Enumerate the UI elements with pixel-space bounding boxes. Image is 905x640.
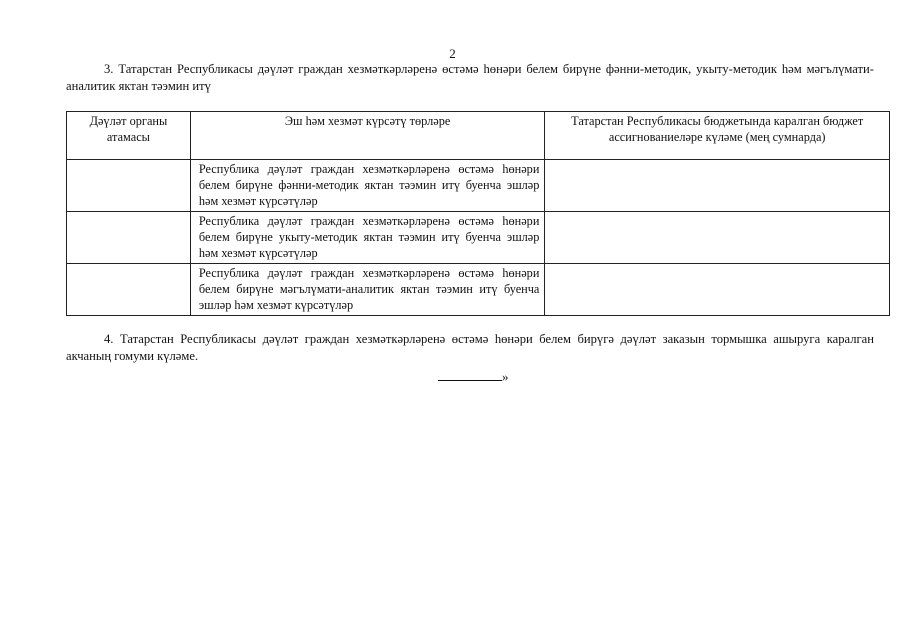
service-cell: Республика дәүләт граждан хезмәткәрләренә өстәмә һөнәри белем бирүне мәгълүмати-аналитик яктан тәэмин итү буенча эшләр һәм хезмәт күрсәтүләр [190, 264, 545, 316]
closing-quote-mark: » [502, 369, 509, 384]
amount-cell [545, 212, 890, 264]
agency-cell [67, 160, 191, 212]
agency-cell [67, 212, 191, 264]
header-agency-name: Дәүләт органы атамасы [67, 112, 191, 160]
section-3-heading: 3. Татарстан Республикасы дәүләт граждан хезмәткәрләренә өстәмә һөнәри белем бирүне фәнни-методик, укыту-методик һәм мәгълүмати-аналитик яктан тәэмин итү [66, 62, 874, 93]
agency-cell [67, 264, 191, 316]
blank-line [438, 368, 502, 381]
amount-cell [545, 264, 890, 316]
header-budget-allocation: Татарстан Республикасы бюджетында каралган бюджет ассигнованиеләре күләме (мең сумнарда) [545, 112, 890, 160]
closing-line [438, 368, 509, 385]
service-cell: Республика дәүләт граждан хезмәткәрләренә өстәмә һөнәри белем бирүне укыту-методик яктан тәэмин итү буенча эшләр һәм хезмәт күрсәтүләр [190, 212, 545, 264]
table-row [67, 264, 890, 316]
table-header-row [67, 112, 890, 160]
amount-cell [545, 160, 890, 212]
table-row [67, 160, 890, 212]
table-row [67, 212, 890, 264]
page-number: 2 [449, 46, 456, 61]
section-4-heading: 4. Татарстан Республикасы дәүләт граждан хезмәткәрләренә өстәмә һөнәри белем бирүгә дәүләт заказын тормышка ашыруга каралган акчаның гомуми күләме. [66, 332, 874, 363]
service-cell: Республика дәүләт граждан хезмәткәрләренә өстәмә һөнәри белем бирүне фәнни-методик яктан тәэмин итү буенча эшләр һәм хезмәт күрсәтүләр [190, 160, 545, 212]
header-service-types: Эш һәм хезмәт күрсәтү төрләре [190, 112, 545, 160]
budget-table [66, 111, 890, 316]
